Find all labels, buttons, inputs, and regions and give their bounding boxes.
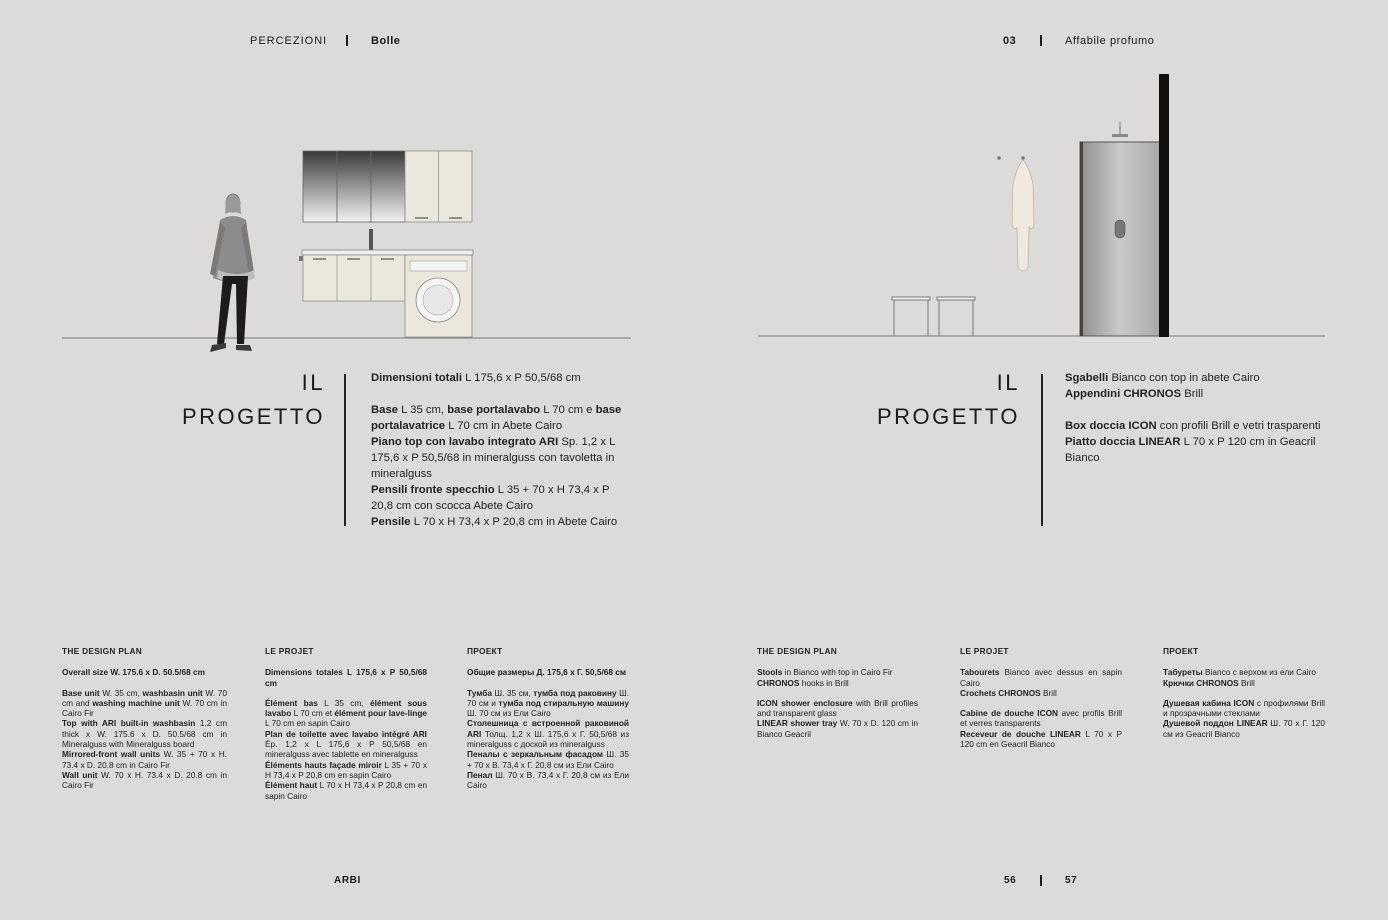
spec-item: Box doccia ICON con profili Brill e vetri trasparenti <box>1065 420 1321 432</box>
translation-fr-right: LE PROJET Tabourets Bianco avec dessus en sapin Cairo Crochets CHRONOS Brill Cabine de douche ICON avec profils Brill et verres transparents Receveur de douche LINEAR L 70 x P 120 cm en Geacril Bianco <box>960 646 1122 750</box>
page-number-right: 57 <box>1065 875 1078 886</box>
section-name: PERCEZIONI <box>250 35 328 47</box>
spec-item: Pensile L 70 x H 73,4 x P 20,8 cm in Abete Cairo <box>371 516 618 528</box>
column-heading: THE DESIGN PLAN <box>757 646 838 656</box>
spec-item: Base L 35 cm, base portalavabo L 70 cm e base portalavatrice L 70 cm in Abete Cairo <box>371 404 622 432</box>
countertop <box>302 250 473 255</box>
translation-ru-right: ПРОЕКТ Табуреты Bianco с верхом из ели Cairo Крючки CHRONOS Brill Душевая кабина ICON с профилями Brill и прозрачными стеклами Душевой поддон LINEAR Ш. 70 x Г. 120 см из Geacril Bianco <box>1163 646 1325 739</box>
base-units <box>303 255 405 301</box>
project-title-right <box>845 366 1020 434</box>
hook <box>1021 156 1025 160</box>
spec-item: Appendini CHRONOS Brill <box>1065 388 1204 400</box>
bathroom-elevation-right <box>755 70 1330 342</box>
spec-item: Pensili fronte specchio L 35 + 70 x H 73,4 x P 20,8 cm con scocca Abete Cairo <box>371 484 610 512</box>
header-right-title <box>1065 35 1155 47</box>
shower-wall-panel <box>1159 74 1169 337</box>
translation-ru-left: ПРОЕКТ Общие размеры Д. 175,6 x Г. 50,5/68 см Тумба Ш. 35 см, тумба под раковину Ш. 70 см и тумба под стиральную машину Ш. 70 см из Ели Cairo Столешница с встроенной раковиной ARI Толщ. 1,2 x Ш. 175,6 x Г. 50,5/68 из mineralguss с доской из mineralguss Пеналы с зеркальным фасадом Ш. 35 + 70 x В. 73,4 x Г. 20,8 см из Ели Cairo Пенал Ш. 70 x В. 73,4 x Г. 20,8 см из Ели Cairo <box>467 646 630 791</box>
column-heading: ПРОЕКТ <box>467 646 503 656</box>
project-title-left <box>150 366 325 434</box>
column-heading: LE PROJET <box>265 646 314 656</box>
header-left-sub <box>371 35 400 47</box>
spec-item: Dimensioni totali L 175,6 x P 50,5/68 cm <box>371 372 581 384</box>
title-divider <box>1041 374 1043 526</box>
faucet <box>369 229 373 251</box>
translation-en-left: THE DESIGN PLAN Overall size W. 175.6 x D. 50.5/68 cm Base unit W. 35 cm, washbasin unit W. 70 cm and washing machine unit W. 70 cm in Cairo Fir Top with ARI built-in washbasin 1.2 cm thick x W. 175.6 x D. 50.5/68 cm in Mineralguss with Mineralguss board Mirrored-front wall units W. 35 + 70 x H. 73.4 x D. 20.8 cm in Cairo Fir Wall unit W. 70 x H. 73.4 x D. 20.8 cm in Cairo Fir <box>62 646 228 791</box>
washing-machine-unit <box>405 255 472 337</box>
header-right-number <box>1003 35 1016 47</box>
shower-head <box>1112 134 1128 137</box>
header-left <box>250 35 327 47</box>
page-number-left: 56 <box>1004 875 1017 886</box>
shower-mixer <box>1115 220 1125 238</box>
shower-enclosure <box>1080 142 1160 336</box>
bathroom-elevation-left <box>60 140 635 362</box>
translation-fr-left: LE PROJET Dimensions totales L 175,6 x P 50,5/68 cm Élément bas L 35 cm, élément sous lavabo L 70 cm et élément pour lave-linge L 70 cm en sapin Cairo Plan de toilette avec lavabo intégré ARI Ép. 1,2 x L 175,6 x P 50,5/68 en mineralguss avec tablette en mineralguss Éléments hauts façade miroir L 35 + 70 x H 73,4 x P 20,8 cm en sapin Cairo Élément haut L 70 x H 73,4 x P 20,8 cm en sapin Cairo <box>265 646 428 801</box>
translation-en-right: THE DESIGN PLAN Stools in Bianco with top in Cairo Fir CHRONOS hooks in Brill ICON shower enclosure with Brill profiles and transparent glass LINEAR shower tray W. 70 x D. 120 cm in Bianco Geacril <box>757 646 918 739</box>
mirror-wall-units <box>303 151 405 222</box>
column-heading: LE PROJET <box>960 646 1009 656</box>
woman-figure <box>210 194 255 352</box>
subsection-name: Bolle <box>371 35 401 47</box>
wood-wall-unit <box>405 151 472 222</box>
column-heading: THE DESIGN PLAN <box>62 646 143 656</box>
title-line-2: PROGETTO <box>181 404 325 429</box>
header-separator <box>346 35 348 46</box>
title-divider <box>344 374 346 526</box>
chapter-title: Affabile profumo <box>1065 35 1155 47</box>
hook <box>997 156 1001 160</box>
footer-brand: ARBI <box>334 875 361 886</box>
spec-item: Piano top con lavabo integrato ARI Sp. 1,2 x L 175,6 x P 50,5/68 in mineralguss con tavoletta in mineralguss <box>371 436 615 480</box>
footer-separator <box>1040 875 1042 886</box>
title-line-1: IL <box>301 370 325 395</box>
spec-item: Piatto doccia LINEAR L 70 x P 120 cm in Geacril Bianco <box>1065 436 1316 464</box>
bathrobe <box>1012 160 1034 271</box>
column-heading: ПРОЕКТ <box>1163 646 1199 656</box>
spec-item: Sgabelli Bianco con top in abete Cairo <box>1065 372 1260 384</box>
stools <box>892 297 975 336</box>
header-separator <box>1040 35 1042 46</box>
spec-right <box>1065 370 1330 466</box>
title-line-1: IL <box>996 370 1020 395</box>
spec-left <box>371 370 633 530</box>
chapter-number: 03 <box>1003 35 1017 47</box>
title-line-2: PROGETTO <box>876 404 1020 429</box>
